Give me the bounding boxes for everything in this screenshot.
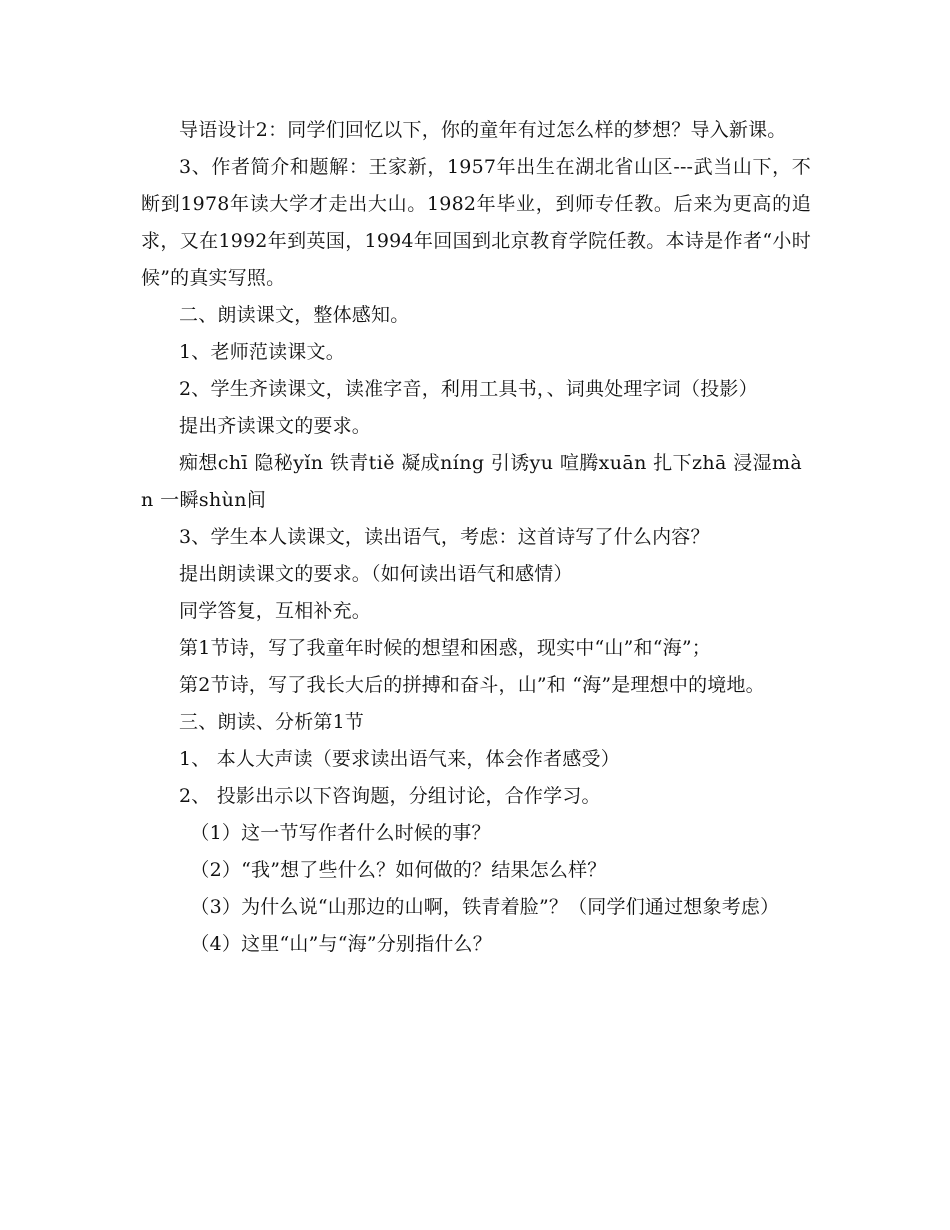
paragraph-author-intro: 3、作者简介和题解：王家新，1957年出生在湖北省山区---武当山下，不断到1978年读大学才走出大山。1982年毕业，到师专任教。后来为更高的追求，又在1992年到英国，1994年回国到北京教育学院任教。本诗是作者“小时候”的真实写照。 bbox=[141, 156, 811, 289]
paragraph-oral-requirement: 提出朗读课文的要求。（如何读出语气和感情） bbox=[179, 563, 573, 585]
paragraph-read-aloud: 1、 本人大声读（要求读出语气来，体会作者感受） bbox=[179, 748, 620, 770]
paragraph-reading-requirement: 提出齐读课文的要求。 bbox=[179, 415, 372, 437]
section-heading-analysis: 三、朗读、分析第1节 bbox=[179, 711, 365, 733]
question-1: （1）这一节写作者什么时候的事？ bbox=[190, 822, 491, 844]
section-heading-reading: 二、朗读课文，整体感知。 bbox=[179, 304, 410, 326]
question-3: （3）为什么说“山那边的山啊，铁青着脸”？（同学们通过想象考虑） bbox=[190, 896, 780, 918]
question-2: （2）“我”想了些什么？如何做的？结果怎么样？ bbox=[190, 859, 607, 881]
paragraph-projection-questions: 2、 投影出示以下咨询题，分组讨论，合作学习。 bbox=[179, 785, 601, 807]
paragraph-teacher-reading: 1、老师范读课文。 bbox=[179, 341, 345, 363]
paragraph-self-reading: 3、学生本人读课文，读出语气，考虑：这首诗写了什么内容？ bbox=[179, 526, 710, 548]
paragraph-vocabulary-pinyin: 痴想chī 隐秘yǐn 铁青tiě 凝成níng 引诱yu 喧腾xuān 扎下zhā 浸湿màn 一瞬shùn间 bbox=[141, 452, 803, 511]
paragraph-section-two: 第2节诗，写了我长大后的拼搏和奋斗，山”和 “海”是理想中的境地。 bbox=[179, 674, 765, 696]
document-body bbox=[141, 112, 811, 963]
paragraph-intro-design: 导语设计2：同学们回忆以下，你的童年有过怎么样的梦想？导入新课。 bbox=[179, 119, 787, 141]
paragraph-student-answer: 同学答复，互相补充。 bbox=[179, 600, 372, 622]
paragraph-students-reading: 2、学生齐读课文，读准字音，利用工具书，、词典处理字词（投影） bbox=[179, 378, 758, 400]
question-4: （4）这里“山”与“海”分别指什么？ bbox=[190, 933, 492, 955]
paragraph-section-one: 第1节诗，写了我童年时候的想望和困惑，现实中“山”和“海”； bbox=[179, 637, 711, 659]
